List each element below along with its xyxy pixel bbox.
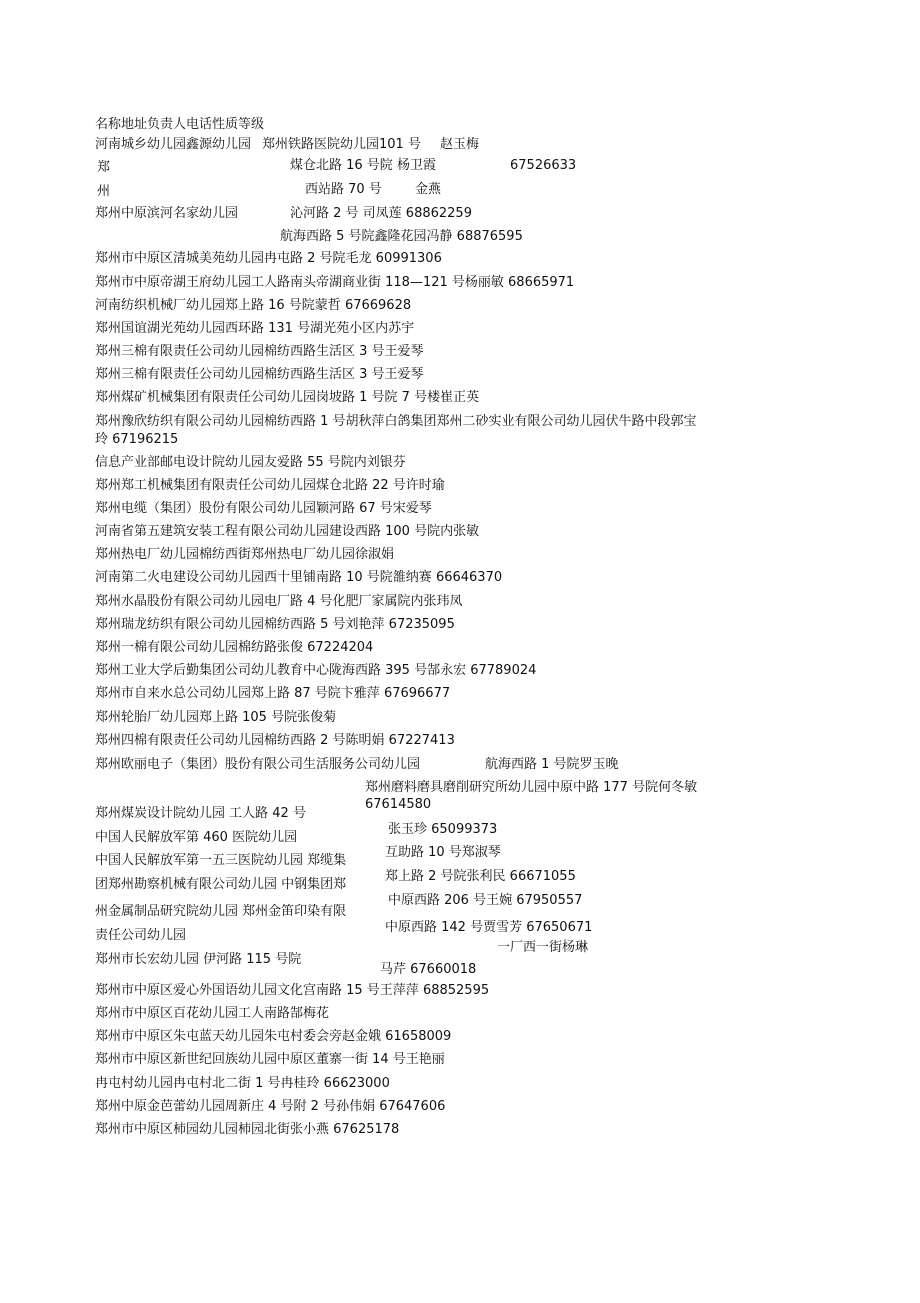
list-line: 玲 67196215: [95, 432, 179, 447]
list-line: 郑州热电厂幼儿园棉纺西街郑州热电厂幼儿园徐淑娟: [95, 547, 395, 562]
person-name: 赵玉梅: [440, 137, 480, 152]
mixed-right: 中原西路 206 号王婉 67950557: [388, 893, 583, 908]
address: 煤仓北路 16 号院 杨卫霞: [290, 158, 436, 173]
list-line: 河南纺织机械厂幼儿园郑上路 16 号院蒙哲 67669628: [95, 298, 412, 313]
list-line: 信息产业部邮电设计院幼儿园友爱路 55 号院内刘银芬: [95, 455, 406, 470]
mixed-right: 马芹 67660018: [380, 962, 477, 977]
phone: 67526633: [510, 158, 577, 173]
kindergarten-name-a: 河南城乡幼儿园鑫源幼儿园: [95, 137, 252, 152]
list-line: 郑州电缆（集团）股份有限公司幼儿园颖河路 67 号宋爱琴: [95, 501, 432, 516]
mixed-left: 郑州市长宏幼儿园 伊河路 115 号院: [95, 952, 302, 967]
list-line: 郑州郑工机械集团有限责任公司幼儿园煤仓北路 22 号许时瑜: [95, 478, 445, 493]
list-line: 郑州轮胎厂幼儿园郑上路 105 号院张俊菊: [95, 710, 337, 725]
list-line: 郑州市中原区百花幼儿园工人南路郜梅花: [95, 1006, 330, 1021]
mixed-left: 团郑州勘察机械有限公司幼儿园 中钢集团郑: [95, 877, 347, 892]
mixed-left: 郑州煤炭设计院幼儿园 工人路 42 号: [95, 806, 306, 821]
list-line: 郑州豫欣纺织有限公司幼儿园棉纺西路 1 号胡秋萍白鸽集团郑州二砂实业有限公司幼儿园伏牛路中段郭宝: [95, 414, 697, 429]
list-line: 郑州工业大学后勤集团公司幼儿教育中心陇海西路 395 号郜永宏 67789024: [95, 663, 537, 678]
list-line: 郑州国谊湖光苑幼儿园西环路 131 号湖光苑小区内苏宇: [95, 321, 415, 336]
list-line: 河南第二火电建设公司幼儿园西十里铺南路 10 号院雒纳赛 66646370: [95, 570, 503, 585]
mixed-left: 郑州欧丽电子（集团）股份有限公司生活服务公司幼儿园: [95, 757, 421, 772]
list-line: 郑州市自来水总公司幼儿园郑上路 87 号院卞雅萍 67696677: [95, 686, 451, 701]
list-line: 河南省第五建筑安装工程有限公司幼儿园建设西路 100 号院内张敏: [95, 524, 480, 539]
kindergarten-name-b: 郑州铁路医院幼儿园101 号: [262, 137, 421, 152]
address-contact: 沁河路 2 号 司凤莲 68862259: [290, 206, 472, 221]
list-line: 郑州三棉有限责任公司幼儿园棉纺西路生活区 3 号王爱琴: [95, 344, 424, 359]
side-char: 州: [97, 184, 111, 199]
address-contact: 航海西路 5 号院鑫隆花园冯静 68876595: [280, 229, 523, 244]
address: 西站路 70 号: [305, 182, 382, 197]
kindergarten-name: 郑州中原滨河名家幼儿园: [95, 206, 239, 221]
mixed-right: 中原西路 142 号贾雪芳 67650671: [385, 920, 593, 935]
list-line: 郑州煤矿机械集团有限责任公司幼儿园岗坡路 1 号院 7 号楼崔正英: [95, 390, 480, 405]
mixed-right: 航海西路 1 号院罗玉晚: [485, 757, 619, 772]
mixed-right: 张玉珍 65099373: [388, 822, 498, 837]
list-line: 郑州三棉有限责任公司幼儿园棉纺西路生活区 3 号王爱琴: [95, 367, 424, 382]
list-line: 郑州一棉有限公司幼儿园棉纺路张俊 67224204: [95, 640, 374, 655]
list-line: 郑州水晶股份有限公司幼儿园电厂路 4 号化肥厂家属院内张玮凤: [95, 594, 463, 609]
list-line: 郑州四棉有限责任公司幼儿园棉纺西路 2 号陈明娟 67227413: [95, 733, 455, 748]
list-line: 郑州市中原区新世纪回族幼儿园中原区董寨一街 14 号王艳丽: [95, 1052, 445, 1067]
mixed-left: 中国人民解放军第一五三医院幼儿园 郑缆集: [95, 853, 347, 868]
list-line: 郑州中原金芭蕾幼儿园周新庄 4 号附 2 号孙伟娟 67647606: [95, 1099, 446, 1114]
list-line: 郑州市中原区柿园幼儿园柿园北街张小燕 67625178: [95, 1122, 400, 1137]
mixed-right: 郑上路 2 号院张利民 66671055: [385, 869, 576, 884]
mixed-left: 责任公司幼儿园: [95, 928, 187, 943]
mixed-right: 67614580: [365, 797, 432, 812]
list-line: 郑州市中原区朱屯蓝天幼儿园朱屯村委会旁赵金娥 61658009: [95, 1029, 452, 1044]
mixed-right: 郑州磨料磨具磨削研究所幼儿园中原中路 177 号院何冬敏: [365, 780, 698, 795]
list-line: 冉屯村幼儿园冉屯村北二街 1 号冉桂玲 66623000: [95, 1076, 390, 1091]
mixed-right: 互助路 10 号郑淑琴: [385, 845, 501, 860]
mixed-left: 中国人民解放军第 460 医院幼儿园: [95, 830, 298, 845]
list-line: 郑州市中原区爱心外国语幼儿园文化宫南路 15 号王萍萍 68852595: [95, 983, 490, 998]
list-line: 郑州市中原帝湖王府幼儿园工人路南头帝湖商业街 118—121 号杨丽敏 68665971: [95, 275, 575, 290]
side-char: 郑: [97, 160, 111, 175]
person-name: 金燕: [415, 182, 442, 197]
mixed-left: 州金属制品研究院幼儿园 郑州金笛印染有限: [95, 904, 347, 919]
list-line: 郑州市中原区清城美苑幼儿园冉屯路 2 号院毛龙 60991306: [95, 251, 442, 266]
list-line: 郑州瑞龙纺织有限公司幼儿园棉纺西路 5 号刘艳萍 67235095: [95, 617, 455, 632]
mixed-right: 一厂西一街杨琳: [497, 940, 589, 955]
header-row: 名称地址负责人电话性质等级: [95, 117, 265, 132]
